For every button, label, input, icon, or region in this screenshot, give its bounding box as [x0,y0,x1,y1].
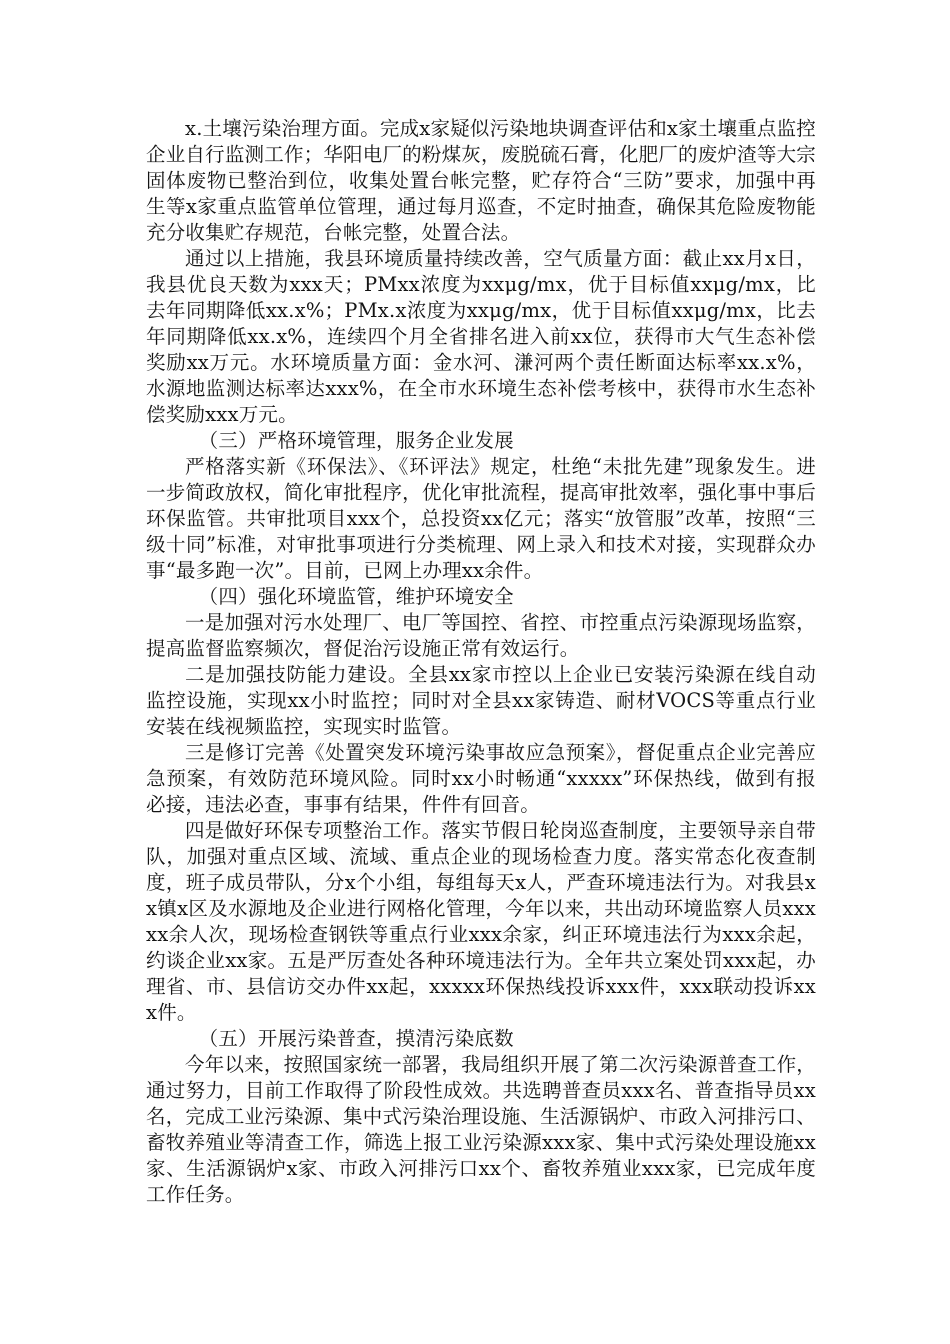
document-body [146,116,816,1208]
section-heading-5: （五）开展污染普查，摸清污染底数 [198,1027,514,1050]
paragraph-supervision-1: 一是加强对污水处理厂、电厂等国控、省控、市控重点污染源现场监察，提高监督监察频次，督促治污设施正常有效运行。 [146,611,816,660]
section-heading-4: （四）强化环境监管，维护环境安全 [198,585,514,608]
section-heading-3: （三）严格环境管理，服务企业发展 [198,429,514,452]
paragraph-environment-quality: 通过以上措施，我县环境质量持续改善，空气质量方面：截止xx月x日，我县优良天数为xxx天；PMxx浓度为xxμg/mx，优于目标值xxμg/mx，比去年同期降低xx.x%；PMx.x浓度为xxμg/mx，优于目标值xxμg/mx，比去年同期降低xx.x%，连续四个月全省排名进入前xx位，获得市大气生态补偿奖励xx万元。水环境质量方面：金水河、溓河两个责任断面达标率xx.x%，水源地监测达标率达xxx%，在全市水环境生态补偿考核中，获得市水生态补偿奖励xxx万元。 [146,247,816,426]
paragraph-soil-pollution: x.土壤污染治理方面。完成x家疑似污染地块调查评估和x家土壤重点监控企业自行监测工作；华阳电厂的粉煤灰，废脱硫石膏，化肥厂的废炉渣等大宗固体废物已整治到位，收集处置台帐完整，贮存符合“三防”要求，加强中再生等x家重点监管单位管理，通过每月巡查，不定时抽查，确保其危险废物能充分收集贮存规范，台帐完整，处置合法。 [146,117,816,244]
paragraph-supervision-2: 二是加强技防能力建设。全县xx家市控以上企业已安装污染源在线自动监控设施，实现xx小时监控；同时对全县xx家铸造、耐材VOCS等重点行业安装在线视频监控，实现实时监管。 [146,663,816,738]
paragraph-pollution-census: 今年以来，按照国家统一部署，我局组织开展了第二次污染源普查工作，通过努力，目前工作取得了阶段性成效。共选聘普查员xxx名、普查指导员xx名，完成工业污染源、集中式污染治理设施、生活源锅炉、市政入河排污口、畜牧养殖业等清查工作，筛选上报工业污染源xxx家、集中式污染处理设施xx家、生活源锅炉x家、市政入河排污口xx个、畜牧养殖业xxx家，已完成年度工作任务。 [146,1053,816,1206]
paragraph-supervision-3: 三是修订完善《处置突发环境污染事故应急预案》，督促重点企业完善应急预案，有效防范环境风险。同时xx小时畅通“xxxxx”环保热线，做到有报必接，违法必查，事事有结果，件件有回音。 [146,741,816,816]
paragraph-supervision-4: 四是做好环保专项整治工作。落实节假日轮岗巡查制度，主要领导亲自带队，加强对重点区域、流域、重点企业的现场检查力度。落实常态化夜查制度，班子成员带队，分x个小组，每组每天x人，严查环境违法行为。对我县xx镇x区及水源地及企业进行网格化管理，今年以来，共出动环境监察人员xxxxx余人次，现场检查钢铁等重点行业xxx余家，纠正环境违法行为xxx余起，约谈企业xx家。五是严厉查处各种环境违法行为。全年共立案处罚xxx起，办理省、市、县信访交办件xx起，xxxxx环保热线投诉xxx件，xxx联动投诉xxx件。 [146,819,816,1024]
paragraph-approval-management: 严格落实新《环保法》、《环评法》规定，杜绝“未批先建”现象发生。进一步简政放权，简化审批程序，优化审批流程，提高审批效率，强化事中事后环保监管。共审批项目xxx个，总投资xx亿元；落实“放管服”改革，按照“三级十同”标准，对审批事项进行分类梳理、网上录入和技术对接，实现群众办事“最多跑一次”。目前，已网上办理xx余件。 [146,455,816,582]
